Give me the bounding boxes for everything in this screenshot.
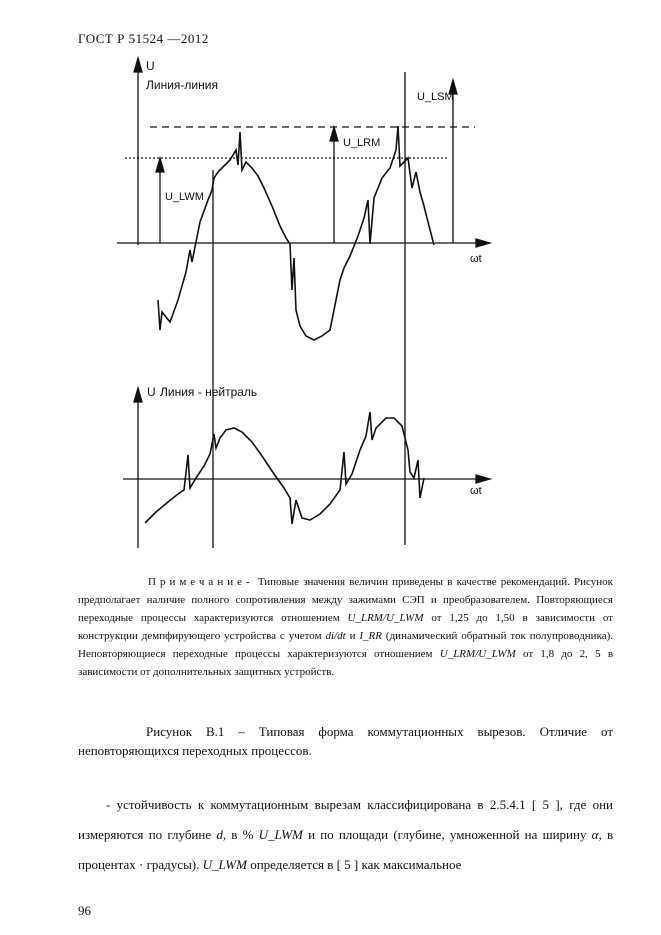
body-alpha-symbol: α, <box>591 827 602 842</box>
body-paragraph <box>78 790 613 880</box>
top-y-arrow <box>134 58 142 72</box>
note-and: и <box>349 630 356 642</box>
lwm-label: U_LWM <box>165 191 204 203</box>
figure-caption: Рисунок В.1 – Типовая форма коммутационных вырезов. Отличие от неповторяющихся переходных процессов. <box>78 724 613 758</box>
body-text-4: в процентах · градусы). <box>78 827 614 872</box>
bottom-chart-title: Линия - нейтраль <box>160 385 258 399</box>
bottom-y-axis-label: U <box>147 385 156 399</box>
body-ulwm-1: U_LWM <box>258 827 303 842</box>
note-didt: di/dt <box>325 630 346 642</box>
page-number: 96 <box>78 903 91 918</box>
body-text-1: - устойчивость к коммутационным вырезам классифицирована в 2.5.4.1 [ 5 ], где они измеряются по глубине <box>78 797 613 842</box>
bottom-waveform <box>145 412 424 524</box>
note-text-4: от 1,8 до 2, 5 в зависимости от дополнительных защитных устройств. <box>78 648 614 678</box>
note-ratio-1: U_LRM/U_LWM <box>347 612 424 624</box>
body-ulwm-2: U_LWM <box>202 857 247 872</box>
body-text-2: в % <box>231 827 254 842</box>
top-x-arrow <box>476 239 490 247</box>
note-text-1: Типовые значения величин приведены в качестве рекомендаций. Рисунок предполагает наличие полного сопротивления между зажимами СЭП и преобразователем. Повторяющиеся переходные процессы характеризуются отношением <box>78 576 614 624</box>
body-text-3: и по площади (глубине, умноженной на ширину <box>308 827 587 842</box>
bottom-x-arrow <box>476 475 490 483</box>
top-waveform <box>158 126 434 340</box>
body-text-5: определяется в [ 5 ] как максимальное <box>250 857 462 872</box>
lrm-label: U_LRM <box>343 137 381 149</box>
top-chart-title: Линия-линия <box>146 78 218 92</box>
body-depth-symbol: d, <box>216 827 227 842</box>
figure-note <box>78 573 613 681</box>
note-ratio-2: U_LRM/U_LWM <box>439 648 516 660</box>
bottom-x-axis-label: ωt <box>470 485 482 497</box>
top-x-axis-label: ωt <box>470 253 482 265</box>
note-irr: I_RR <box>359 630 382 642</box>
note-text-2: от 1,25 до 1,50 в зависимости от конструкции демпфирующего устройства с учетом <box>78 612 613 642</box>
note-heading: Примечание- <box>148 576 254 588</box>
lsm-label: U_LSM <box>417 91 454 103</box>
bottom-y-arrow <box>134 388 142 402</box>
standard-header: ГОСТ Р 51524 —2012 <box>78 31 209 46</box>
top-y-axis-label: U <box>146 59 155 73</box>
note-text-3: (динамический обратный ток полупроводника). Неповторяющиеся переходные процессы характеризуются отношением <box>78 630 614 660</box>
